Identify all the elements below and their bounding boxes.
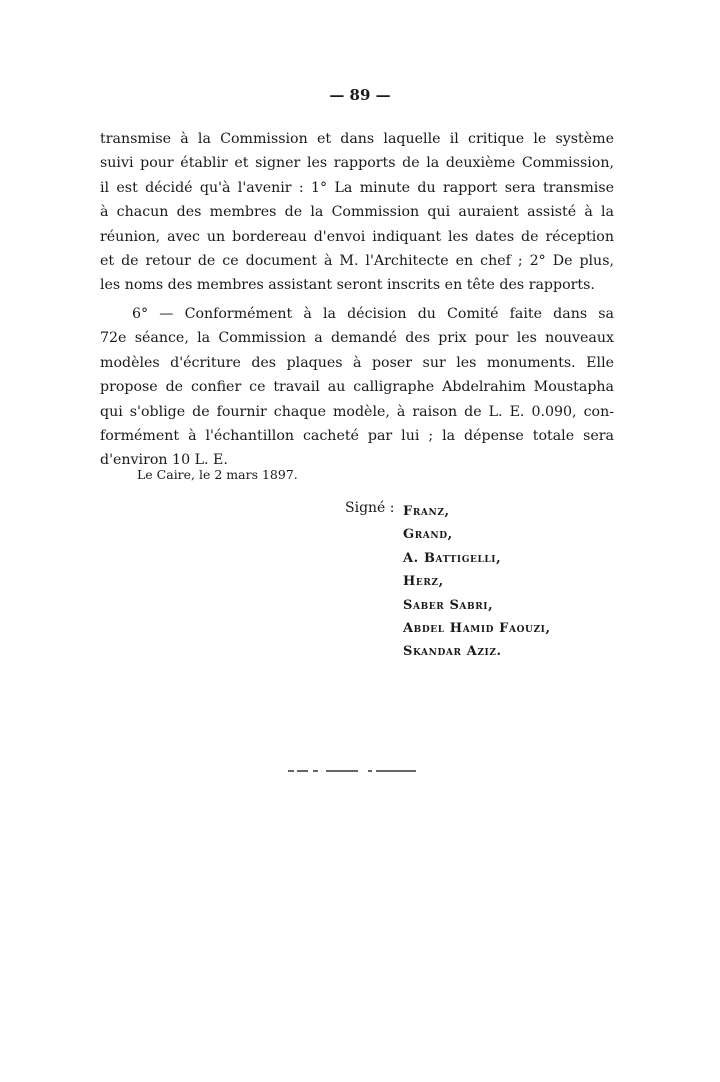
- signatory-name: Abdel Hamid Faouzi,: [403, 621, 551, 637]
- paragraph-line: 72e séance, la Commission a demandé des prix pour les nouveaux: [100, 330, 614, 347]
- dateline: Le Caire, le 2 mars 1897.: [137, 467, 298, 482]
- paragraph-line: transmise à la Commission et dans laquelle il critique le système: [100, 131, 614, 147]
- paragraph-line: qui s'oblige de fournir chaque modèle, à raison de L. E. 0.090, con-: [100, 403, 614, 420]
- signatory-name: Herz,: [403, 574, 444, 590]
- paragraph-line: réunion, avec un bordereau d'envoi indiquant les dates de réception: [100, 228, 614, 245]
- paragraph-line: il est décidé qu'à l'avenir : 1° La minute du rapport sera transmise: [100, 179, 614, 196]
- signatory-name: Skandar Aziz.: [403, 644, 502, 660]
- paragraph-2: [100, 302, 614, 473]
- paragraph-line: propose de confier ce travail au calligraphe Abdelrahim Moustapha: [100, 379, 614, 396]
- signatory-name: Franz,: [403, 504, 450, 519]
- paragraph-line: 6° — Conformément à la décision du Comité faite dans sa: [132, 306, 614, 322]
- signatory-name: Grand,: [403, 527, 453, 543]
- signatory-list: [403, 500, 551, 664]
- paragraph-line: d'environ 10 L. E.: [100, 452, 228, 469]
- paragraph-line: suivi pour établir et signer les rapports de la deuxième Commission,: [100, 155, 614, 172]
- signatory-name: A. Battigelli,: [403, 550, 502, 566]
- signature-label: Signé :: [345, 500, 395, 516]
- decorative-rule: [288, 769, 416, 773]
- paragraph-line: les noms des membres assistant seront inscrits en tête des rapports.: [100, 277, 595, 294]
- page-number: — 89 —: [329, 86, 391, 104]
- paragraph-line: modèles d'écriture des plaques à poser sur les monuments. Elle: [100, 354, 614, 371]
- signatory-name: Saber Sabri,: [403, 597, 494, 613]
- paragraph-1: [100, 127, 614, 298]
- paragraph-line: formément à l'échantillon cacheté par lui ; la dépense totale sera: [100, 428, 614, 445]
- paragraph-line: à chacun des membres de la Commission qui auraient assisté à la: [100, 204, 614, 221]
- paragraph-line: et de retour de ce document à M. l'Architecte en chef ; 2° De plus,: [100, 253, 614, 270]
